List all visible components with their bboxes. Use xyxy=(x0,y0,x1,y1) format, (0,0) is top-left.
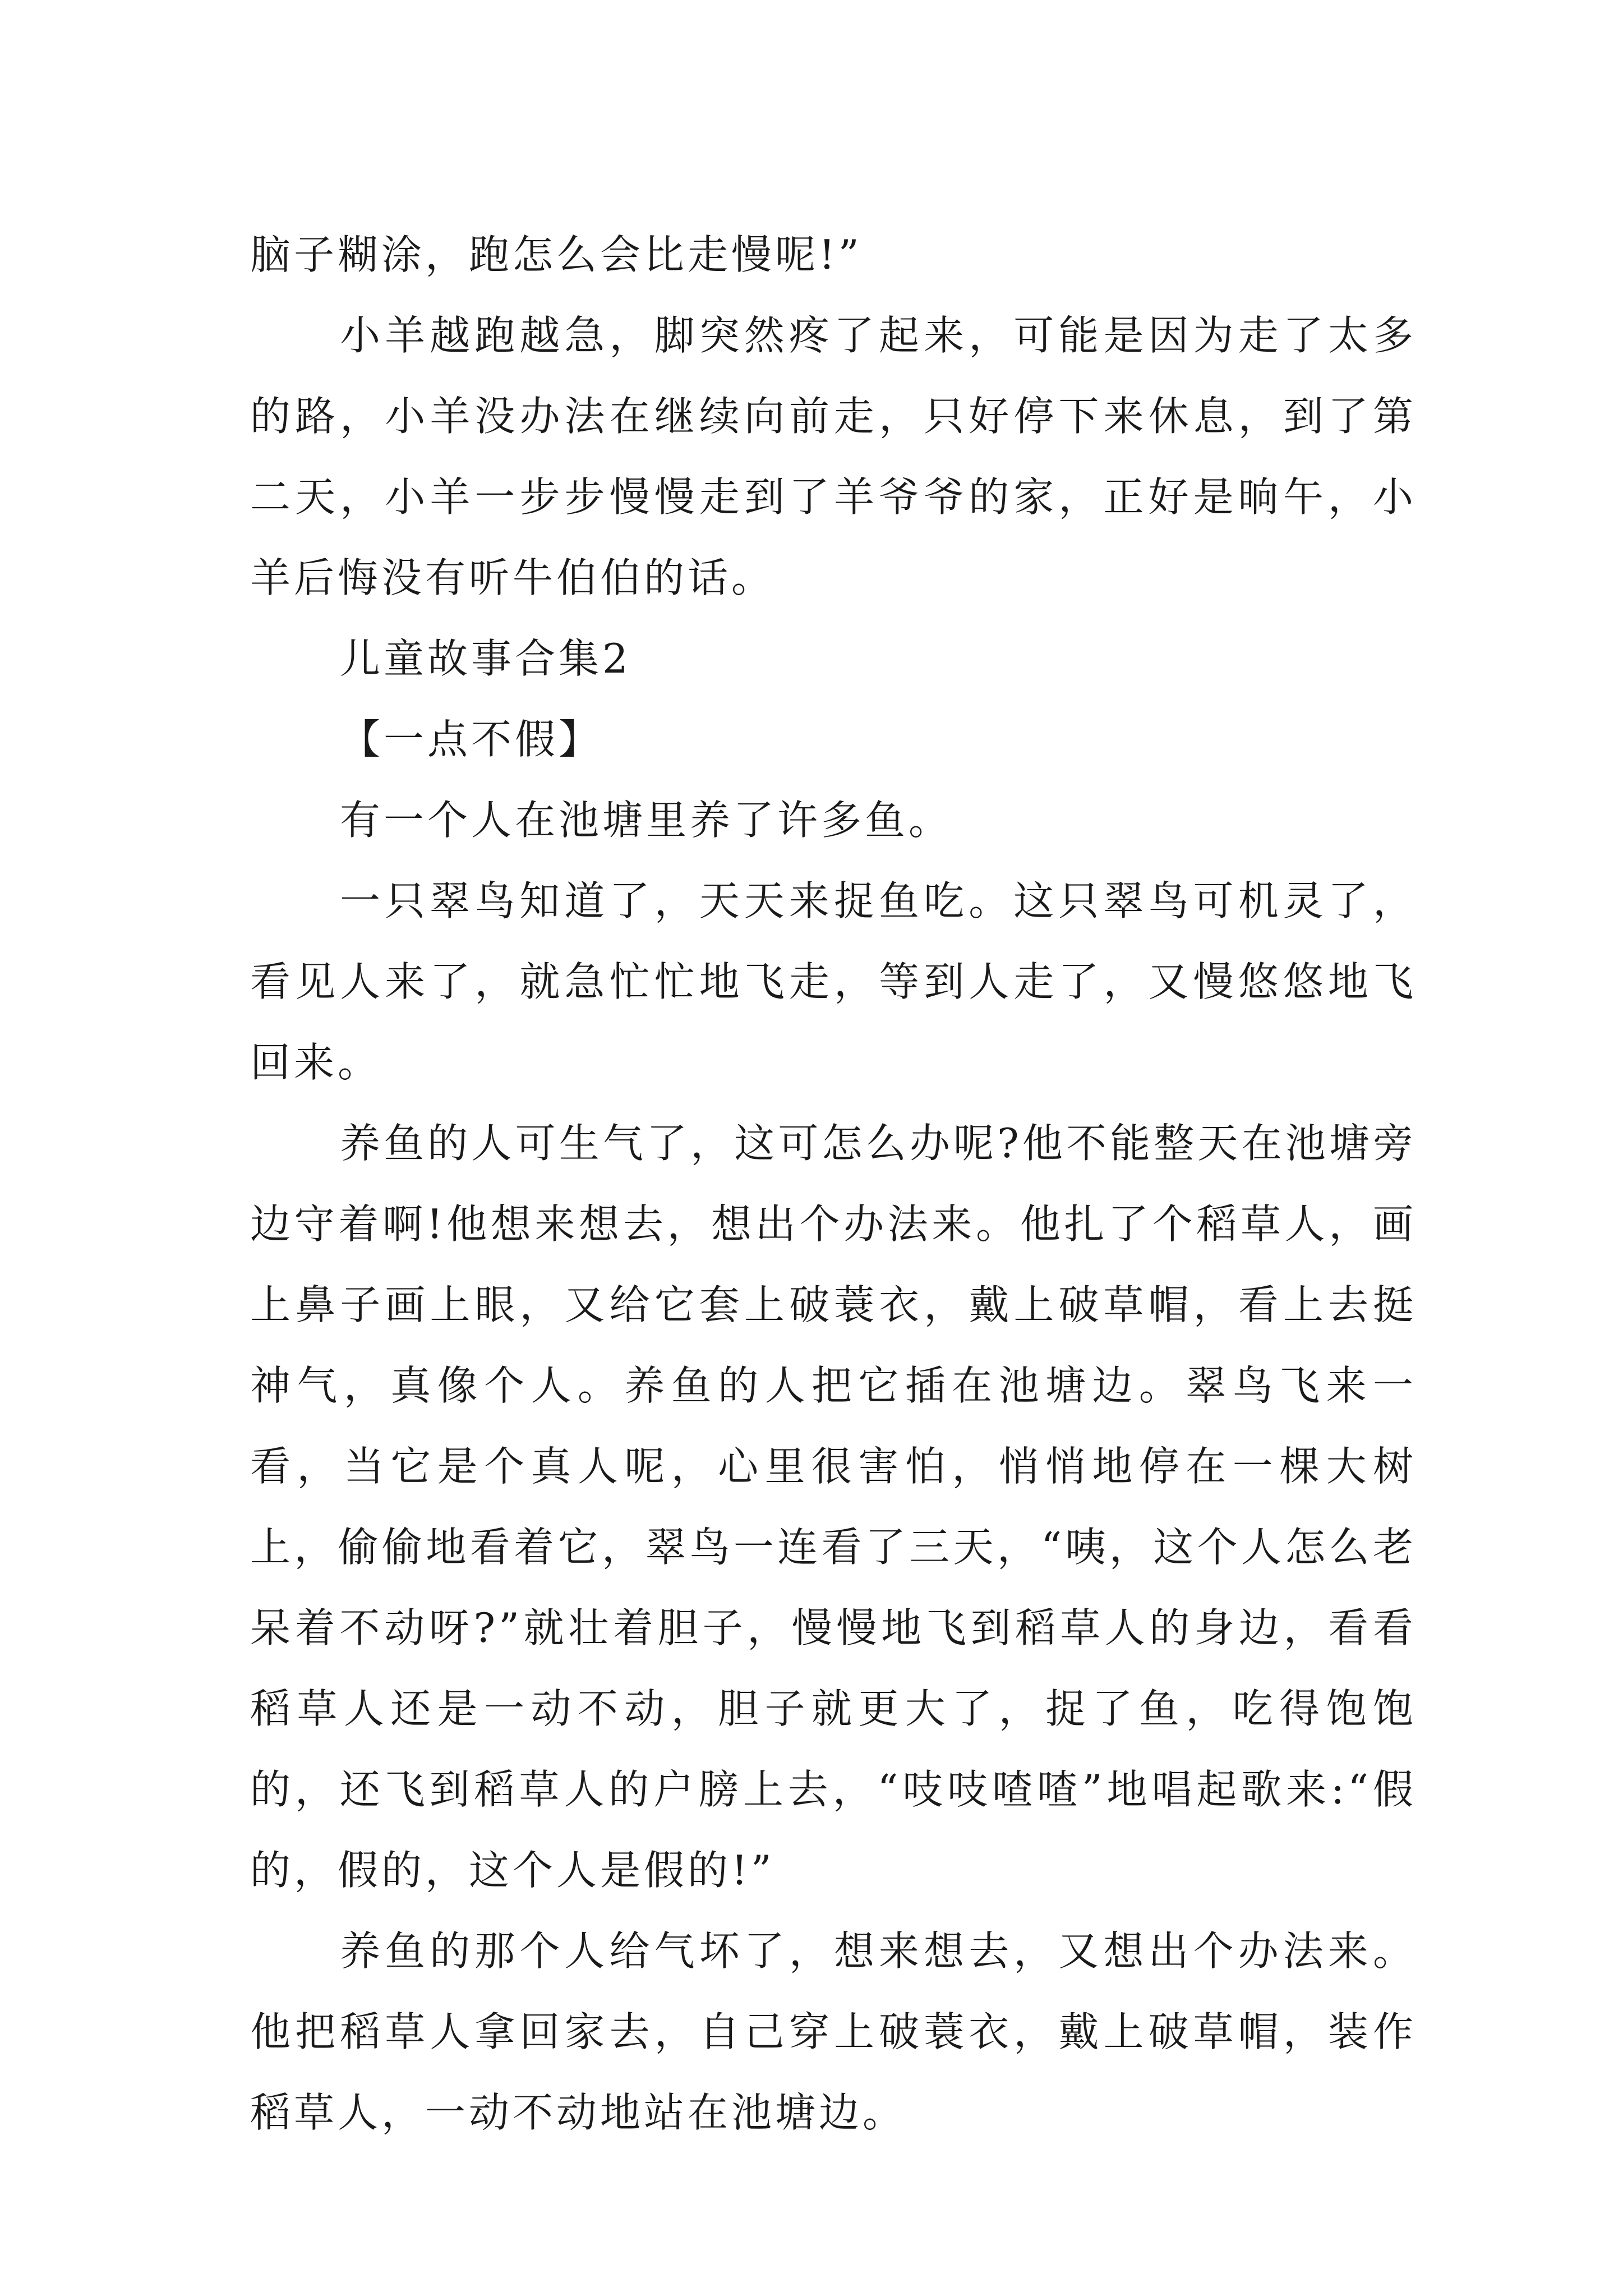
section-title: 儿童故事合集2 xyxy=(340,635,631,682)
paragraph-8: 养鱼的那个人给气坏了，想来想去，又想出个办法来。他把稻草人拿回家去，自己穿上破蓑衣，戴上破草帽，装作稻草人，一动不动地站在池塘边。 xyxy=(250,1927,1417,2136)
paragraph-1: 脑子糊涂，跑怎么会比走慢呢!” xyxy=(250,231,863,278)
paragraph-7: 养鱼的人可生气了，这可怎么办呢?他不能整天在池塘旁边守着啊!他想来想去，想出个办法来。他扎了个稻草人，画上鼻子画上眼，又给它套上破蓑衣，戴上破草帽，看上去挺神气，真像个人。养鱼的人把它插在池塘边。翠鸟飞来一看，当它是个真人呢，心里很害怕，悄悄地停在一棵大树上，偷偷地看着它，翠鸟一连看了三天，“咦，这个人怎么老呆着不动呀?”就壮着胆子，慢慢地飞到稻草人的身边，看看稻草人还是一动不动，胆子就更大了，捉了鱼，吃得饱饱的，还飞到稻草人的户膀上去，“吱吱喳喳”地唱起歌来:“假的，假的，这个人是假的!” xyxy=(250,1120,1417,1894)
story-title: 【一点不假】 xyxy=(340,716,603,763)
paragraph-6: 一只翠鸟知道了，天天来捉鱼吃。这只翠鸟可机灵了，看见人来了，就急忙忙地飞走，等到人走了，又慢悠悠地飞回来。 xyxy=(250,877,1417,1086)
paragraph-5: 有一个人在池塘里养了许多鱼。 xyxy=(340,797,953,844)
document-body xyxy=(250,214,1417,2153)
paragraph-2: 小羊越跑越急，脚突然疼了起来，可能是因为走了太多的路，小羊没办法在继续向前走，只好停下来休息，到了第二天，小羊一步步慢慢走到了羊爷爷的家，正好是晌午，小羊后悔没有听牛伯伯的话。 xyxy=(250,312,1417,601)
